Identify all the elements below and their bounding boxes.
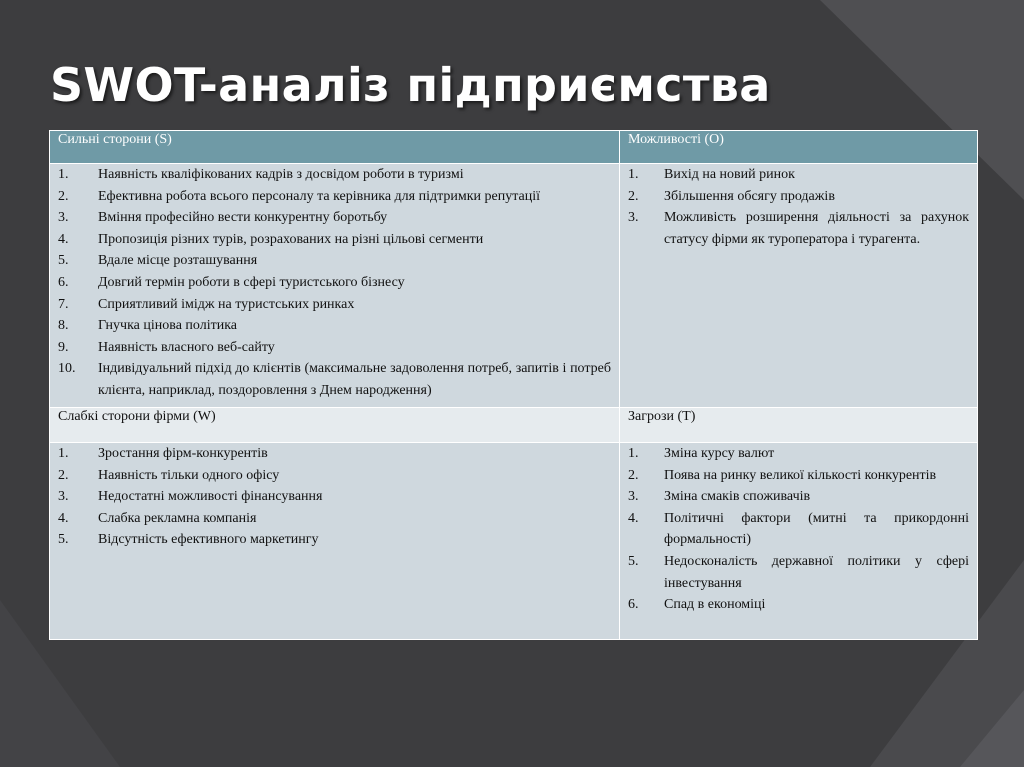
- strength-item: [58, 186, 611, 208]
- item-text: Вдале місце розташування: [98, 253, 258, 269]
- item-text: Вихід на новий ринок: [664, 167, 795, 182]
- weakness-item: [58, 486, 611, 508]
- item-number: 9.: [58, 339, 69, 355]
- weakness-item: [58, 508, 611, 530]
- item-number: 8.: [58, 318, 69, 334]
- weaknesses-threats-row: [50, 443, 978, 640]
- threat-item: [628, 465, 969, 487]
- strength-item: [58, 229, 611, 251]
- item-number: 3.: [628, 489, 639, 505]
- weakness-item: [58, 443, 611, 465]
- strengths-cell: [50, 164, 620, 408]
- slide-title: SWOT-аналіз підприємства: [50, 58, 771, 112]
- opportunity-item: [628, 186, 969, 208]
- item-number: 1.: [58, 167, 69, 182]
- item-text: Недосконалість державної політики у сфері інвестування: [664, 553, 969, 591]
- opportunities-list: [628, 164, 969, 250]
- weaknesses-list: [58, 443, 611, 551]
- threats-header: Загрози (T): [620, 408, 978, 443]
- item-text: Недостатні можливості фінансування: [98, 489, 323, 505]
- item-text: Вміння професійно вести конкурентну боротьбу: [98, 210, 388, 226]
- weaknesses-header: Слабкі сторони фірми (W): [50, 408, 620, 443]
- item-number: 4.: [628, 510, 639, 526]
- item-text: Відсутність ефективного маркетингу: [98, 532, 319, 548]
- strengths-opportunities-row: [50, 164, 978, 408]
- swot-table: [49, 130, 978, 640]
- strength-item: [58, 358, 611, 401]
- item-number: 2.: [58, 467, 69, 483]
- item-number: 6.: [628, 597, 639, 613]
- item-text: Сприятливий імідж на туристських ринках: [98, 296, 355, 312]
- threat-item: [628, 443, 969, 465]
- opportunities-cell: [620, 164, 978, 408]
- item-number: 2.: [628, 188, 639, 204]
- item-number: 3.: [58, 489, 69, 505]
- threat-item: [628, 508, 969, 551]
- item-number: 1.: [628, 446, 639, 461]
- item-text: Спад в економіці: [664, 597, 766, 613]
- threats-cell: [620, 443, 978, 640]
- item-number: 2.: [628, 467, 639, 483]
- header-row: [50, 131, 978, 164]
- item-number: 6.: [58, 274, 69, 290]
- item-text: Зростання фірм-конкурентів: [98, 446, 268, 461]
- threat-item: [628, 551, 969, 594]
- item-text: Політичні фактори (митні та прикордонні формальності): [664, 510, 969, 548]
- item-text: Індивідуальний підхід до клієнтів (максимальне задоволення потреб, запитів і потреб клієнта, наприклад, поздоровлення з Днем народження): [98, 361, 611, 398]
- strength-item: [58, 207, 611, 229]
- item-number: 3.: [58, 210, 69, 226]
- item-number: 4.: [58, 231, 69, 247]
- strength-item: [58, 337, 611, 359]
- item-text: Зміна курсу валют: [664, 446, 775, 461]
- item-text: Слабка рекламна компанія: [98, 510, 257, 526]
- item-text: Ефективна робота всього персоналу та керівника для підтримки репутації: [98, 188, 541, 204]
- strengths-list: [58, 164, 611, 402]
- label-row: [50, 408, 978, 443]
- item-number: 1.: [58, 446, 69, 461]
- item-text: Зміна смаків споживачів: [664, 489, 811, 505]
- weakness-item: [58, 465, 611, 487]
- item-text: Поява на ринку великої кількості конкурентів: [664, 467, 937, 483]
- item-number: 5.: [628, 553, 639, 569]
- opportunity-item: [628, 164, 969, 186]
- item-number: 7.: [58, 296, 69, 312]
- item-number: 4.: [58, 510, 69, 526]
- item-number: 2.: [58, 188, 69, 204]
- opportunities-header: Можливості (O): [620, 131, 978, 164]
- item-text: Збільшення обсягу продажів: [664, 188, 835, 204]
- weaknesses-cell: [50, 443, 620, 640]
- item-number: 5.: [58, 253, 69, 269]
- item-text: Пропозиція різних турів, розрахованих на різні цільові сегменти: [98, 231, 484, 247]
- item-text: Наявність власного веб-сайту: [98, 339, 275, 355]
- item-number: 1.: [628, 167, 639, 182]
- weakness-item: [58, 529, 611, 551]
- strengths-header: Сильні сторони (S): [50, 131, 620, 164]
- strength-item: [58, 315, 611, 337]
- opportunity-item: [628, 207, 969, 250]
- strength-item: [58, 294, 611, 316]
- strength-item: [58, 164, 611, 186]
- item-text: Гнучка цінова політика: [98, 318, 238, 334]
- strength-item: [58, 272, 611, 294]
- item-number: 10.: [58, 361, 76, 377]
- item-text: Довгий термін роботи в сфері туристського бізнесу: [98, 274, 405, 290]
- item-text: Наявність тільки одного офісу: [98, 467, 280, 483]
- item-number: 3.: [628, 210, 639, 226]
- strength-item: [58, 250, 611, 272]
- item-text: Можливість розширення діяльності за рахунок статусу фірми як туроператора і турагента.: [664, 210, 969, 247]
- threat-item: [628, 486, 969, 508]
- threat-item: [628, 594, 969, 616]
- item-number: 5.: [58, 532, 69, 548]
- threats-list: [628, 443, 969, 616]
- item-text: Наявність кваліфікованих кадрів з досвідом роботи в туризмі: [98, 167, 464, 182]
